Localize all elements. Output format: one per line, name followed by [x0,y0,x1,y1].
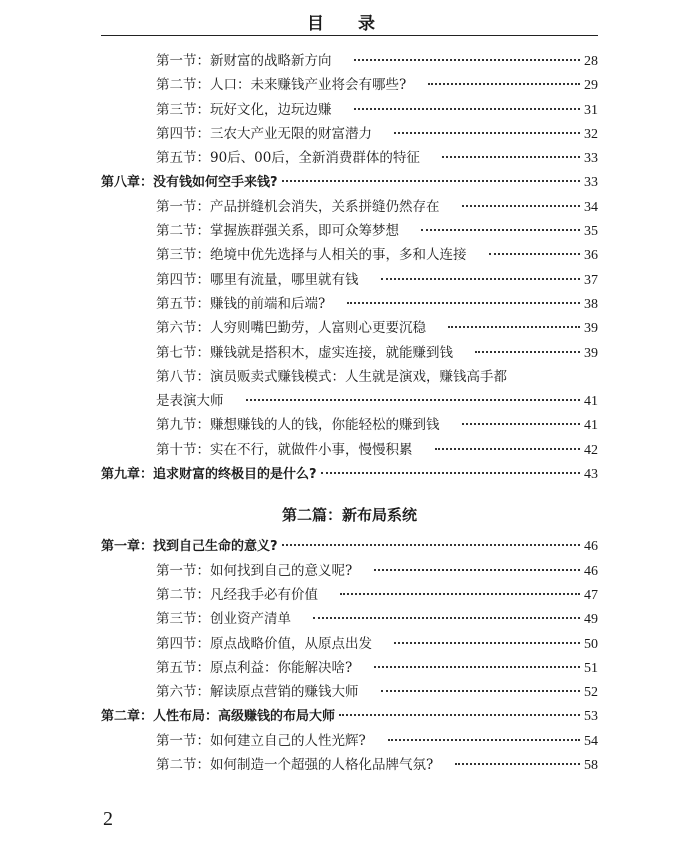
dot-leader [321,458,580,474]
dot-leader [381,676,581,692]
dot-leader [394,118,580,134]
dot-leader [246,385,581,401]
entry-title: 是表演大师 [156,393,224,410]
entry-page-number: 42 [584,442,598,458]
entry-page-number: 37 [584,272,598,288]
entry-page-number: 50 [584,636,598,652]
dot-leader [381,264,581,280]
dot-leader [374,652,580,668]
entry-title: 第三节：玩好文化，边玩边赚 [156,101,332,118]
dot-leader [462,409,581,425]
entry-page-number: 46 [584,539,598,555]
entry-page-number: 54 [584,733,598,749]
entry-page-number: 39 [584,345,598,361]
dot-leader [282,166,580,182]
entry-page-number: 46 [584,563,598,579]
dot-leader [435,434,581,450]
entry-title: 第十节：实在不行，就做件小事，慢慢积累 [156,441,413,458]
entry-title: 第三节：绝境中优先选择与人相关的事，多和人连接 [156,247,467,264]
entry-title: 第二节：凡经我手必有价值 [156,586,318,603]
dot-leader [354,94,581,110]
entry-title: 第五节：赚钱的前端和后端? [156,295,326,312]
entry-title: 第六节：人穷则嘴巴勤劳，人富则心更要沉稳 [156,320,426,337]
entry-title: 第二节：人口：未来赚钱产业将会有哪些? [156,77,407,94]
entry-title: 第四节：原点战略价值，从原点出发 [156,635,372,652]
entry-page-number: 49 [584,612,598,628]
dot-leader [442,142,580,158]
entry-title: 第一节：如何找到自己的意义呢? [156,562,353,579]
entry-page-number: 35 [584,224,598,240]
entry-page-number: 58 [584,758,598,774]
entry-page-number: 41 [584,394,598,410]
entry-title: 第二章：人性布局：高级赚钱的布局大师 [101,709,336,725]
dot-leader [340,579,580,595]
entry-title: 第八节：演员贩卖式赚钱模式：人生就是演戏，赚钱高手都 [156,368,507,385]
entry-title: 第一节：新财富的战略新方向 [156,53,332,69]
dot-leader [339,700,580,716]
entry-title: 第一节：如何建立自己的人性光辉? [156,732,366,749]
entry-page-number: 51 [584,660,598,676]
entry-title: 第六节：解读原点营销的赚钱大师 [156,684,359,701]
dot-leader [455,749,580,765]
entry-page-number: 53 [584,709,598,725]
entry-title: 第七节：赚钱就是搭积木，虚实连接，就能赚到钱 [156,344,453,361]
entry-title: 第九章：追求财富的终极目的是什么? [101,467,317,483]
entry-page-number: 34 [584,199,598,215]
entry-title: 第八章：没有钱如何空手来钱? [101,175,278,191]
entry-title: 第四节：三农大产业无限的财富潜力 [156,125,372,142]
entry-title: 第二节：掌握族群强关系，即可众筹梦想 [156,223,399,240]
entry-page-number: 47 [584,587,598,603]
header-divider [101,35,598,36]
toc-heading: 目 录 [307,14,389,34]
entry-title: 第四节：哪里有流量，哪里就有钱 [156,271,359,288]
dot-leader [394,628,580,644]
entry-page-number: 33 [584,151,598,167]
entry-page-number: 29 [584,78,598,94]
toc-section-entry[interactable] [101,341,598,365]
dot-leader [421,215,580,231]
entry-title: 第五节：原点利益：你能解决啥? [156,659,353,676]
dot-leader [347,288,580,304]
entry-page-number: 33 [584,175,598,191]
entry-title: 第五节：90后、00后，全新消费群体的特征 [156,150,420,167]
entry-title: 第一章：找到自己生命的意义? [101,539,278,555]
dot-leader [462,191,581,207]
dot-leader [489,239,581,255]
entry-page-number: 28 [584,54,598,69]
table-of-contents [101,49,598,777]
dot-leader [354,45,581,61]
entry-title: 第一节：产品拼缝机会消失，关系拼缝仍然存在 [156,198,440,215]
entry-title: 第三节：创业资产清单 [156,611,291,628]
toc-part1-list [101,49,598,486]
dot-leader [428,69,580,85]
dot-leader [374,555,580,571]
entry-page-number: 39 [584,321,598,337]
entry-page-number: 43 [584,467,598,483]
dot-leader [475,337,580,353]
page-number: 2 [103,808,113,830]
toc-part2-list [101,534,598,777]
entry-page-number: 32 [584,126,598,142]
dot-leader [282,530,580,546]
entry-page-number: 52 [584,685,598,701]
dot-leader [448,312,580,328]
toc-chapter-entry[interactable] [101,462,598,486]
dot-leader [313,603,580,619]
dot-leader [388,725,580,741]
entry-title: 第二节：如何制造一个超强的人格化品牌气氛? [156,757,434,774]
toc-section-entry[interactable] [101,753,598,777]
part-title: 第二篇：新布局系统 [281,506,417,525]
entry-page-number: 41 [584,418,598,434]
entry-page-number: 38 [584,296,598,312]
entry-page-number: 31 [584,102,598,118]
entry-title: 第九节：赚想赚钱的人的钱，你能轻松的赚到钱 [156,417,440,434]
entry-page-number: 36 [584,248,598,264]
